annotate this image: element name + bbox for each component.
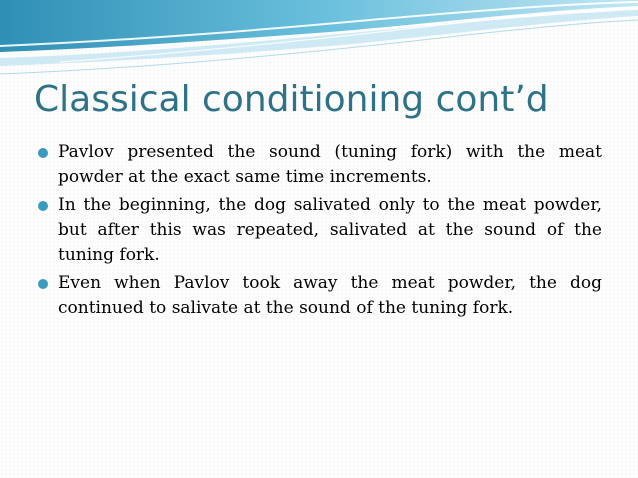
bullet-list — [37, 140, 602, 324]
bullet-item — [37, 140, 602, 190]
bullet-item — [37, 271, 602, 321]
bullet-item — [37, 193, 602, 268]
bullet-dot-icon — [38, 201, 48, 211]
slide-title: Classical conditioning cont’d — [34, 79, 549, 120]
bullet-text: Even when Pavlov took away the meat powder, the dog continued to salivate at the sound of the tuning fork. — [58, 273, 602, 318]
bullet-text: Pavlov presented the sound (tuning fork) with the meat powder at the exact same time increments. — [58, 142, 602, 187]
bullet-text: In the beginning, the dog salivated only to the meat powder, but after this was repeated, salivated at the sound of the tuning fork. — [58, 195, 602, 265]
wave-header-decoration — [0, 0, 638, 80]
bullet-dot-icon — [38, 279, 48, 289]
bullet-dot-icon — [38, 148, 48, 158]
